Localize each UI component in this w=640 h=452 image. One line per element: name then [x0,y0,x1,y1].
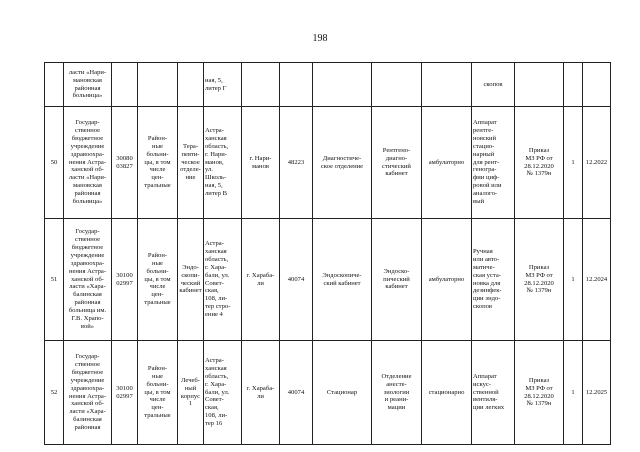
cell-subdiv: Стационар [313,341,372,445]
cell-address: Астра- ханская область, г. Нари- манов, ул. Школь- ная, 5, литер В [204,107,242,219]
cell-code: 30100 02997 [112,219,138,341]
cell-code: 30100 02997 [112,341,138,445]
cell-equipment: Аппарат искус- ственной вентиля- ции легких [472,341,515,445]
cell-num: 50 [45,107,64,219]
cell-address: Астра- ханская область, г. Хара- бали, ул. Совет- ская, 108, ли- тер 16 [204,341,242,445]
cell-qty: 1 [564,107,583,219]
cell-address: ная, 5, литер Г [204,63,242,107]
cell-city: г. Нари- манов [242,107,280,219]
cell-order: Приказ МЗ РФ от 28.12.2020 № 1379н [515,219,564,341]
cell-okato: 40074 [280,219,313,341]
cell-type: Район- ные больни- цы, в том числе цен- тральные [138,219,178,341]
cell-mode: амбулаторно [422,107,472,219]
cell-type: Район- ные больни- цы, в том числе цен- тральные [138,107,178,219]
cell-subdiv: Диагностиче- ское отделение [313,107,372,219]
cell-equipment: Аппарат рентге- новский стацио- нарный для рент- геногра- фии циф- ровой или аналого- вый [472,107,515,219]
cell-qty: 1 [564,219,583,341]
table-row [45,219,611,341]
cell-num: 52 [45,341,64,445]
cell-cabinet: Эндоско- пический кабинет [372,219,422,341]
cell-org: Государ- ственное бюджетное учреждение здравоохра- нения Астра- ханской об- ласти «Хара- балинская районная [64,341,112,445]
cell-mode: амбулаторно [422,219,472,341]
cell-okato: 40074 [280,341,313,445]
page-number: 198 [312,33,328,44]
cell-cabinet [372,63,422,107]
cell-year [583,63,611,107]
cell-dept: Тера- певти- ческое отделе- ние [178,107,204,219]
cell-org: Государ- ственное бюджетное учреждение здравоохра- нения Астра- ханской об- ласти «Нари- мановская районная больница» [64,107,112,219]
cell-year: 12.2022 [583,107,611,219]
cell-dept [178,63,204,107]
cell-equipment: скопов [472,63,515,107]
cell-okato: 48223 [280,107,313,219]
table-row [45,341,611,445]
equipment-registry-table [44,62,611,445]
cell-okato [280,63,313,107]
table-row [45,107,611,219]
cell-cabinet: Отделение анесте- зиологии и реани- мации [372,341,422,445]
cell-order [515,63,564,107]
cell-equipment: Ручная или авто- матиче- ская уста- новка для дезинфек- ции эндо- скопов [472,219,515,341]
cell-code [112,63,138,107]
cell-subdiv: Эндоскопиче- ский кабинет [313,219,372,341]
cell-subdiv [313,63,372,107]
cell-mode: стационарно [422,341,472,445]
cell-cabinet: Рентгено- диагно- стический кабинет [372,107,422,219]
cell-city: г. Хараба- ли [242,341,280,445]
cell-city [242,63,280,107]
cell-num [45,63,64,107]
cell-order: Приказ МЗ РФ от 28.12.2020 № 1379н [515,341,564,445]
cell-order: Приказ МЗ РФ от 28.12.2020 № 1379н [515,107,564,219]
cell-qty: 1 [564,341,583,445]
cell-num: 51 [45,219,64,341]
table-row [45,63,611,107]
cell-code: 30080 03827 [112,107,138,219]
cell-type: Район- ные больни- цы, в том числе цен- тральные [138,341,178,445]
cell-dept: Лечеб- ный корпус 1 [178,341,204,445]
cell-year: 12.2024 [583,219,611,341]
cell-org: ласти «Нари- мановская районная больница» [64,63,112,107]
cell-org: Государ- ственное бюджетное учреждение здравоохра- нения Астра- ханской об- ласти «Хара- балинская районная больница им. Г.В. Храпо- вой» [64,219,112,341]
cell-year: 12.2025 [583,341,611,445]
cell-type [138,63,178,107]
cell-qty [564,63,583,107]
cell-mode [422,63,472,107]
cell-dept: Эндо- скопи- ческий кабинет [178,219,204,341]
cell-city: г. Хараба- ли [242,219,280,341]
cell-address: Астра- ханская область, г. Хара- бали, ул. Совет- ская, 108, ли- тер стро- ение 4 [204,219,242,341]
